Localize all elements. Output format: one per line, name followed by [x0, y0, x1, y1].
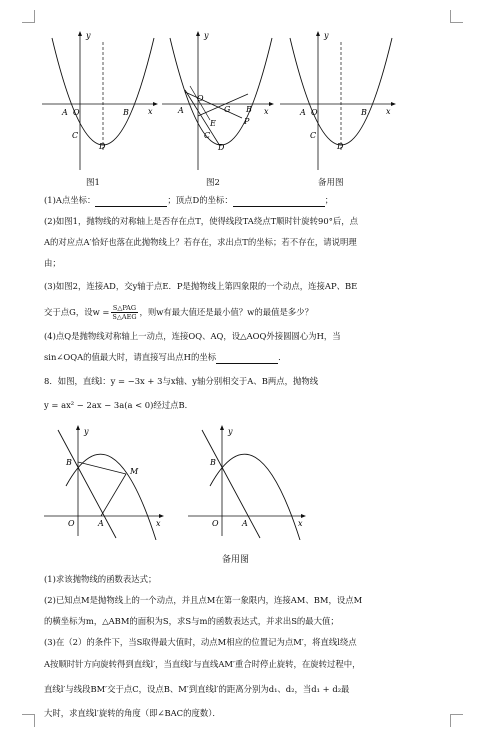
- q8-line2: y = ax² − 2ax − 3a(a < 0)经过点B．: [44, 400, 194, 410]
- q7-part3-line2: [44, 302, 448, 322]
- figure-1: [40, 28, 160, 178]
- figure-1-caption: 图1: [86, 178, 100, 188]
- fraction-denominator: S△AEG: [112, 313, 137, 321]
- label-O: O: [73, 108, 80, 117]
- q8-text-4: (3)在（2）的条件下，当S取得最大值时，动点M相应的位置记为点M′，将直线l绕点: [44, 637, 357, 647]
- q8-line1: 8．如图，直线l：y = −3x + 3与x轴、y轴分别相交于A、B两点，抛物线: [44, 376, 319, 386]
- label-O: O: [68, 519, 75, 528]
- label-P: P: [244, 117, 250, 126]
- q7-part3-suffix: ，则w有最大值还是最小值？w的最值是多少？: [139, 307, 313, 317]
- label-x: x: [156, 519, 161, 528]
- label-C: C: [204, 131, 211, 140]
- q7-part1: [44, 195, 448, 207]
- label-A: A: [242, 519, 248, 528]
- segment-AM: [101, 474, 126, 516]
- q7-part1-prefix: (1)A点坐标：: [44, 195, 96, 205]
- label-y: y: [84, 427, 89, 436]
- q8-text-7: 大时，求直线l′旋转的角度（即∠BAC的度数）．: [44, 708, 221, 718]
- label-B: B: [210, 458, 216, 467]
- label-C: C: [310, 131, 317, 140]
- q8-figure-spare: [184, 422, 312, 540]
- label-B: B: [66, 458, 72, 467]
- q7-part2-line3: 由；: [44, 258, 61, 268]
- figure-3-caption: 备用图: [318, 178, 344, 188]
- label-B: B: [361, 108, 367, 117]
- label-O: O: [311, 108, 318, 117]
- q8-text-6: 直线l′与线段BM′交于点C，设点B、M′到直线l′的距离分别为d₁、d₂，当d₁ + d₂最: [44, 684, 350, 694]
- answer-blank-A: [95, 195, 167, 207]
- q7-part4-prefix: sin∠OQA的值最大时，请直接写出点H的坐标: [44, 352, 217, 362]
- q7-part2-line2: A的对应点A′恰好也落在此抛物线上？若存在，求出点T的坐标；若不存在，请说明理: [44, 237, 357, 247]
- fraction-numerator: S△PAG: [112, 304, 137, 312]
- label-B: B: [123, 108, 129, 117]
- label-y: y: [86, 31, 91, 40]
- figure-3: [278, 28, 398, 178]
- label-y: y: [324, 31, 329, 40]
- corner-mark-top-right: [450, 10, 463, 23]
- q8-text-3: 的横坐标为m，△ABM的面积为S，求S与m的函数表达式，并求出S的最大值；: [44, 616, 339, 626]
- q8-figure-caption: 备用图: [222, 555, 250, 565]
- label-D: D: [99, 142, 106, 151]
- label-D: D: [218, 143, 225, 152]
- q8-text-5: A按顺时针方向旋转得到直线l′，当直线l′与直线AM′重合时停止旋转，在旋转过程中，: [44, 659, 361, 669]
- label-M: M: [130, 467, 139, 476]
- label-O: O: [212, 519, 219, 528]
- parabola: [66, 454, 156, 540]
- label-A: A: [300, 108, 306, 117]
- w-fraction: [111, 304, 137, 321]
- figure-2: [160, 28, 275, 178]
- label-D: D: [337, 142, 344, 151]
- label-y: y: [228, 427, 233, 436]
- parabola: [170, 38, 272, 145]
- q7-part1-mid: ；顶点D的坐标：: [167, 195, 233, 205]
- label-E: E: [210, 119, 216, 128]
- label-x: x: [298, 519, 303, 528]
- q7-part2-line1: (2)如图1，抛物线的对称轴上是否存在点T，使得线段TA绕点T顺时针旋转90°后，点: [44, 216, 359, 226]
- label-x: x: [264, 107, 269, 116]
- q8-text-1: (1)求该抛物线的函数表达式；: [44, 574, 157, 584]
- label-A: A: [62, 108, 68, 117]
- q8-text-2: (2)已知点M是抛物线上的一个动点，并且点M在第一象限内，连接AM、BM，设点M: [44, 595, 363, 605]
- label-x: x: [386, 107, 391, 116]
- label-B: B: [246, 105, 252, 114]
- q7-part4-line2: [44, 352, 448, 364]
- corner-mark-top-left: [22, 10, 35, 23]
- q8-figure-main: [40, 422, 170, 540]
- q7-part3-line1: (3)如图2，连接AD，交y轴于点E．P是抛物线上第四象限的一个动点，连接AP、BE: [44, 281, 358, 291]
- label-A: A: [98, 519, 104, 528]
- label-O: O: [197, 94, 204, 103]
- corner-mark-bottom-right: [450, 714, 463, 727]
- q7-part4-suffix: ．: [278, 352, 287, 362]
- q7-part4-line1: (4)点Q是抛物线对称轴上一动点，连接OQ、AQ，设△AOQ外接圆圆心为H，当: [44, 331, 341, 341]
- label-C: C: [72, 131, 79, 140]
- label-G: G: [224, 105, 231, 114]
- answer-blank-H: [216, 352, 278, 364]
- q7-part1-suffix: ；: [324, 195, 334, 205]
- answer-blank-D: [233, 195, 325, 207]
- label-x: x: [148, 107, 153, 116]
- figure-2-caption: 图2: [206, 178, 220, 188]
- corner-mark-bottom-left: [22, 714, 35, 727]
- label-y: y: [204, 31, 209, 40]
- q7-part3-prefix: 交于点G，设w =: [44, 307, 110, 317]
- label-A: A: [178, 106, 184, 115]
- parabola: [210, 454, 300, 540]
